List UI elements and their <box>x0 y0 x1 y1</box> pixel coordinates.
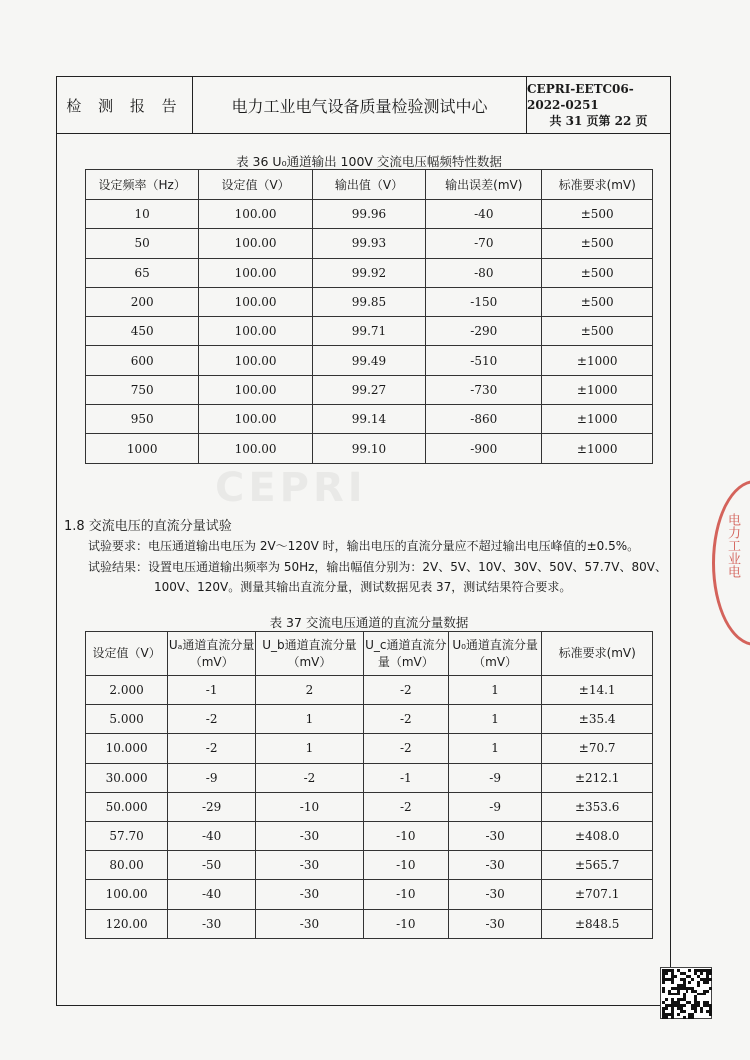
table36-cell: -900 <box>426 434 542 463</box>
header-report-type: 检 测 报 告 <box>57 77 193 133</box>
table37-cell: 1 <box>256 705 364 734</box>
table37-cell: 5.000 <box>86 705 168 734</box>
table37-cell: -1 <box>168 676 256 705</box>
table36-cell: -150 <box>426 287 542 316</box>
table36-header-cell: 设定频率（Hz） <box>86 170 199 200</box>
table37-cell: 50.000 <box>86 792 168 821</box>
table37-header-cell: U_b通道直流分量（mV） <box>256 632 364 676</box>
table37-cell: -1 <box>363 763 448 792</box>
table36-cell: 600 <box>86 346 199 375</box>
table36-header-cell: 输出误差(mV) <box>426 170 542 200</box>
table36-caption: 表 36 U₀通道输出 100V 交流电压幅频特性数据 <box>236 154 502 169</box>
table37-cell: 2 <box>256 676 364 705</box>
table36-row <box>86 258 653 287</box>
table36-row <box>86 434 653 463</box>
table36-row <box>86 405 653 434</box>
table37-header-row <box>86 632 653 676</box>
table36-cell: 100.00 <box>199 229 312 258</box>
table37-header-cell: 标准要求(mV) <box>542 632 653 676</box>
table37-cell: -30 <box>168 909 256 938</box>
table37-cell: ±848.5 <box>542 909 653 938</box>
table36-cell: 100.00 <box>199 375 312 404</box>
table37-cell: ±70.7 <box>542 734 653 763</box>
table36-cell: 99.85 <box>312 287 425 316</box>
table36-row <box>86 375 653 404</box>
table36-cell: ±500 <box>542 317 653 346</box>
table37-cell: ±408.0 <box>542 821 653 850</box>
table36-header-cell: 设定值（V） <box>199 170 312 200</box>
result-text-line1: 设置电压通道输出频率为 50Hz，输出幅值分别为：2V、5V、10V、30V、50V、57.7V、80V、 <box>148 560 667 574</box>
table37-cell: -2 <box>363 734 448 763</box>
table36-row <box>86 346 653 375</box>
table37-caption: 表 37 交流电压通道的直流分量数据 <box>269 615 469 630</box>
table36-cell: 450 <box>86 317 199 346</box>
table36-cell: 10 <box>86 200 199 229</box>
table37-row <box>86 734 653 763</box>
table37-cell: -30 <box>448 880 542 909</box>
table37-cell: -9 <box>448 792 542 821</box>
table36-cell: 100.00 <box>199 317 312 346</box>
table37-cell: ±212.1 <box>542 763 653 792</box>
table36-cell: 100.00 <box>199 405 312 434</box>
page-number: 共 31 页第 22 页 <box>549 114 648 128</box>
table37-row <box>86 909 653 938</box>
table37-cell: -30 <box>256 909 364 938</box>
table37-cell: 1 <box>448 705 542 734</box>
table37-cell: 100.00 <box>86 880 168 909</box>
table37-cell: 57.70 <box>86 821 168 850</box>
table36-row <box>86 287 653 316</box>
table37-row <box>86 821 653 850</box>
table36-cell: -730 <box>426 375 542 404</box>
table37-cell: -10 <box>363 909 448 938</box>
table37-cell: -10 <box>363 880 448 909</box>
table36-cell: -70 <box>426 229 542 258</box>
report-header <box>56 76 671 134</box>
table37-row <box>86 880 653 909</box>
table36-cell: -80 <box>426 258 542 287</box>
table36-row <box>86 317 653 346</box>
table36-cell: -860 <box>426 405 542 434</box>
table37-cell: 1 <box>448 676 542 705</box>
report-number: CEPRI-EETC06-2022-0251 <box>527 82 634 112</box>
table36-cell: 100.00 <box>199 434 312 463</box>
table37-row <box>86 676 653 705</box>
table37 <box>85 631 653 939</box>
table37-cell: -9 <box>448 763 542 792</box>
table37-row <box>86 792 653 821</box>
table36-cell: ±500 <box>542 229 653 258</box>
table36-header-cell: 输出值（V） <box>312 170 425 200</box>
table37-cell: 80.00 <box>86 851 168 880</box>
table36-cell: -40 <box>426 200 542 229</box>
table36-cell: 99.71 <box>312 317 425 346</box>
table37-cell: -30 <box>448 909 542 938</box>
table36-cell: 99.10 <box>312 434 425 463</box>
table37-cell: -2 <box>168 734 256 763</box>
table37-cell: -9 <box>168 763 256 792</box>
header-report-meta <box>527 77 670 133</box>
table36-cell: -510 <box>426 346 542 375</box>
table36-cell: 99.49 <box>312 346 425 375</box>
table37-cell: -30 <box>448 821 542 850</box>
table36-cell: 99.96 <box>312 200 425 229</box>
watermark: CEPRI <box>215 465 367 511</box>
table36-cell: ±1000 <box>542 346 653 375</box>
table37-cell: -2 <box>168 705 256 734</box>
table37-cell: ±353.6 <box>542 792 653 821</box>
table37-cell: -10 <box>363 851 448 880</box>
table37-cell: -30 <box>256 851 364 880</box>
table36-cell: 99.93 <box>312 229 425 258</box>
table36-cell: 65 <box>86 258 199 287</box>
table36-header-row <box>86 170 653 200</box>
table36-cell: 750 <box>86 375 199 404</box>
table37-cell: ±565.7 <box>542 851 653 880</box>
table37-cell: ±35.4 <box>542 705 653 734</box>
table37-cell: -40 <box>168 821 256 850</box>
requirement-text: 电压通道输出电压为 2V～120V 时，输出电压的直流分量应不超过输出电压峰值的±0.5%。 <box>148 539 640 553</box>
table36-cell: 100.00 <box>199 346 312 375</box>
header-organization: 电力工业电气设备质量检验测试中心 <box>193 77 527 133</box>
table37-row <box>86 763 653 792</box>
table37-cell: 10.000 <box>86 734 168 763</box>
table37-cell: -2 <box>363 705 448 734</box>
table37-cell: -2 <box>363 676 448 705</box>
table37-cell: 30.000 <box>86 763 168 792</box>
table36-cell: 1000 <box>86 434 199 463</box>
table37-cell: ±707.1 <box>542 880 653 909</box>
table37-cell: -29 <box>168 792 256 821</box>
table36-cell: ±1000 <box>542 405 653 434</box>
table36-cell: 100.00 <box>199 200 312 229</box>
table37-cell: -30 <box>448 851 542 880</box>
table37-header-cell: Uₐ通道直流分量（mV） <box>168 632 256 676</box>
table36-cell: 200 <box>86 287 199 316</box>
requirement-label: 试验要求： <box>88 539 149 553</box>
qr-code-icon <box>660 967 712 1019</box>
table37-row <box>86 705 653 734</box>
table36-cell: -290 <box>426 317 542 346</box>
table36-cell: 99.14 <box>312 405 425 434</box>
result-text-line2: 100V、120V。测量其输出直流分量，测试数据见表 37，测试结果符合要求。 <box>154 580 572 594</box>
seal-text: 电力工业电 <box>725 513 740 578</box>
table36-cell: ±500 <box>542 258 653 287</box>
table37-cell: -2 <box>363 792 448 821</box>
table37-cell: -10 <box>363 821 448 850</box>
table36-cell: 99.92 <box>312 258 425 287</box>
table37-header-cell: U₀通道直流分量（mV） <box>448 632 542 676</box>
result-paragraph <box>88 557 688 577</box>
table36-row <box>86 200 653 229</box>
table37-header-cell: U_c通道直流分量（mV） <box>363 632 448 676</box>
table37-cell: -40 <box>168 880 256 909</box>
table36-cell: ±1000 <box>542 375 653 404</box>
table36-cell: 100.00 <box>199 287 312 316</box>
table36 <box>85 169 653 464</box>
requirement-paragraph <box>88 536 678 556</box>
table37-header-cell: 设定值（V） <box>86 632 168 676</box>
table36-cell: 99.27 <box>312 375 425 404</box>
table36-cell: 50 <box>86 229 199 258</box>
table36-row <box>86 229 653 258</box>
table37-cell: -50 <box>168 851 256 880</box>
table36-cell: 950 <box>86 405 199 434</box>
table36-cell: 100.00 <box>199 258 312 287</box>
table36-cell: ±1000 <box>542 434 653 463</box>
table37-cell: 1 <box>448 734 542 763</box>
result-label: 试验结果： <box>88 560 149 574</box>
table37-cell: 2.000 <box>86 676 168 705</box>
section-title: 1.8 交流电压的直流分量试验 <box>64 519 232 534</box>
table36-cell: ±500 <box>542 287 653 316</box>
table37-cell: -10 <box>256 792 364 821</box>
table36-cell: ±500 <box>542 200 653 229</box>
table37-row <box>86 851 653 880</box>
table37-cell: -30 <box>256 821 364 850</box>
table37-cell: -30 <box>256 880 364 909</box>
red-seal-stamp <box>712 480 750 646</box>
table37-cell: -2 <box>256 763 364 792</box>
table36-header-cell: 标准要求(mV) <box>542 170 653 200</box>
table37-cell: 120.00 <box>86 909 168 938</box>
table37-cell: 1 <box>256 734 364 763</box>
table37-cell: ±14.1 <box>542 676 653 705</box>
